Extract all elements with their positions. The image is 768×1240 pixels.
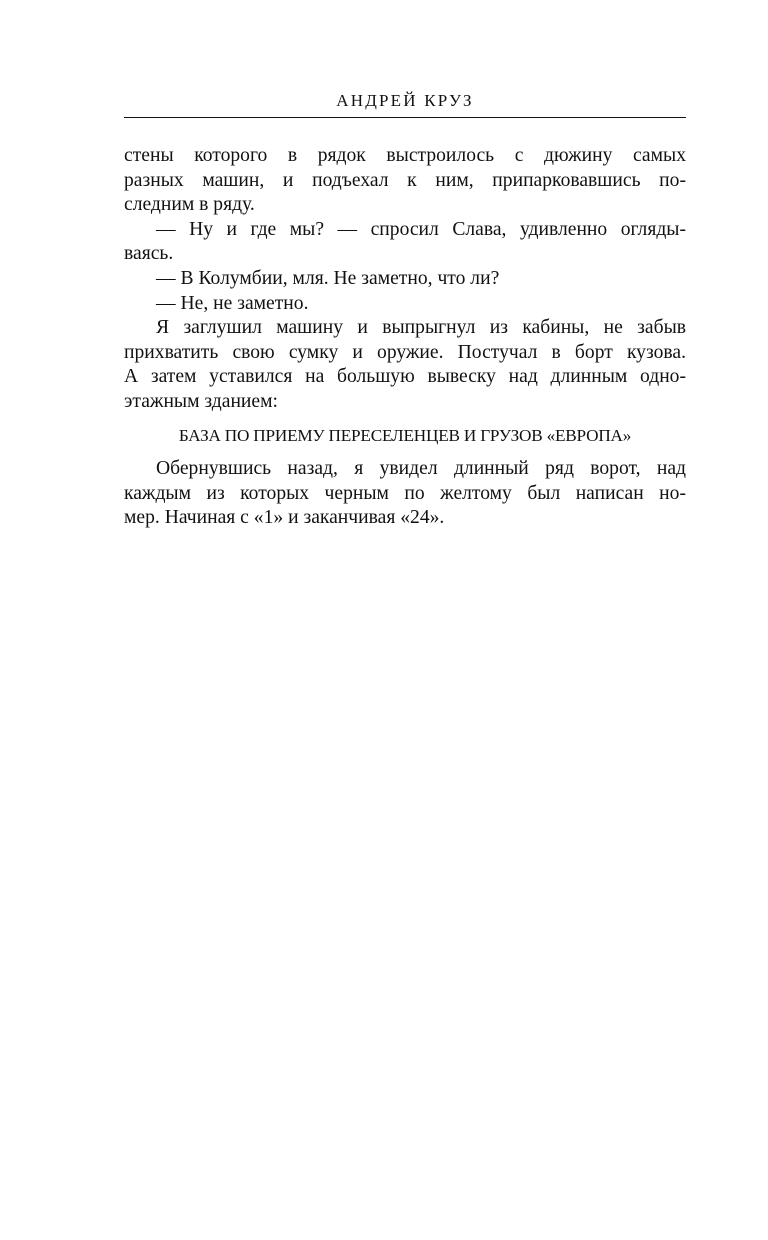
text-line: этажным зданием: [124, 390, 278, 412]
text-line-content: Обернувшись назад, я увидел длинный ряд ворот, над [156, 458, 686, 480]
text-line-content: Я заглушил машину и выпрыгнул из кабины, не забыв [156, 317, 686, 339]
body-text [124, 144, 686, 531]
text-line: каждым из которых черным по желтому был написан но- [124, 482, 686, 504]
paragraph [124, 316, 686, 414]
text-line: А затем уставился на большую вывеску над длинным одно- [124, 366, 686, 388]
text-line: мер. Начиная с «1» и заканчивая «24». [124, 507, 445, 529]
paragraph [124, 457, 686, 531]
header-rule [124, 117, 686, 118]
text-line [124, 292, 686, 317]
text-line-content: — Не, не заметно. [156, 292, 309, 314]
text-line [124, 316, 686, 341]
text-line-content: — Ну и где мы? — спросил Слава, удивленно огляды- [156, 218, 686, 240]
text-line: прихватить свою сумку и оружие. Постучал в борт кузова. [124, 341, 686, 363]
dialog-line [124, 218, 686, 267]
sign-heading: БАЗА ПО ПРИЕМУ ПЕРЕСЕЛЕНЦЕВ И ГРУЗОВ «ЕВРОПА» [178, 425, 632, 445]
text-line [124, 218, 686, 243]
text-line: разных машин, и подъехал к ним, припарковавшись по- [124, 169, 686, 191]
text-line: следним в ряду. [124, 194, 255, 216]
dialog-line [124, 267, 686, 292]
running-head-author: АНДРЕЙ КРУЗ [336, 91, 474, 110]
text-line [124, 267, 686, 292]
dialog-line [124, 292, 686, 317]
text-line: ваясь. [124, 243, 174, 265]
text-line-content: — В Колумбии, мля. Не заметно, что ли? [156, 267, 500, 289]
text-line [124, 457, 686, 482]
text-line: стены которого в рядок выстроилось с дюжину самых [124, 145, 686, 166]
paragraph-continuation [124, 144, 686, 218]
